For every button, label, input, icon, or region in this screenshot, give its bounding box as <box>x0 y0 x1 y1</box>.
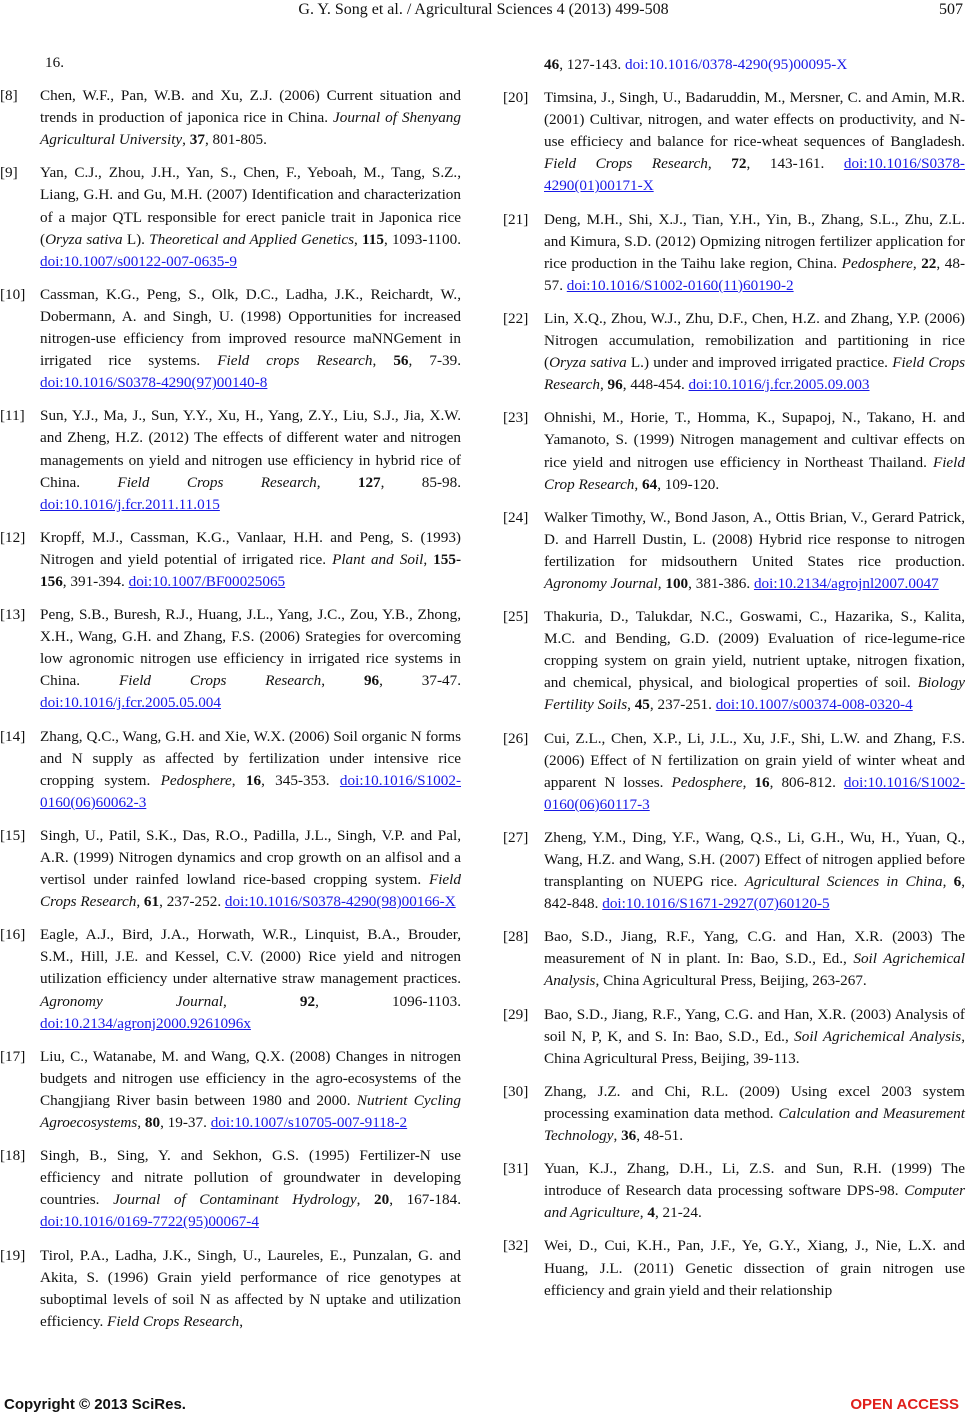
reference-text: , 37-47. <box>379 672 462 690</box>
doi-link[interactable]: doi:10.1016/S0378-4290(01)00171-X <box>544 155 965 195</box>
reference-body <box>544 1158 965 1224</box>
reference-number: [30] <box>503 1082 529 1100</box>
volume-number: 20 <box>374 1191 390 1209</box>
reference-number: [14] <box>0 727 26 745</box>
reference-text: Tirol, P.A., Ladha, J.K., Singh, U., Laureles, E., Punzalan, G. and Akita, S. (1996) Grain yield performance of rice genotypes at suboptimal levels of soil N as affected by N uptake and utilization efficiency. <box>40 1246 461 1330</box>
reference-text: Chen, W.F., Pan, W.B. and Xu, Z.J. (2006) Current situation and trends in production of japonica rice in China. <box>40 87 461 127</box>
journal-title: Field Crop Research <box>544 453 965 493</box>
reference-entry <box>503 827 965 915</box>
reference-text: , 806-812. <box>769 773 844 791</box>
reference-number: [11] <box>0 407 25 425</box>
reference-entry <box>503 1158 965 1224</box>
doi-link[interactable]: doi:10.1007/BF00025065 <box>128 572 286 590</box>
doi-link[interactable]: doi:10.1007/s00374-008-0320-4 <box>715 696 913 714</box>
reference-text: Zheng, Y.M., Ding, Y.F., Wang, Q.S., Li, G.H., Wu, H., Yuan, Q., Wang, H.Z. and Wang, S.H. (2007) Effect of nitrogen applied before transplanting on NUEPG rice. <box>544 828 965 891</box>
reference-entry <box>0 1245 461 1333</box>
running-header <box>0 0 967 20</box>
doi-link[interactable]: doi:10.2134/agronj2000.9261096x <box>40 1014 251 1032</box>
reference-text: , 345-353. <box>261 771 340 789</box>
right-column <box>503 54 965 1313</box>
doi-link[interactable]: doi:10.1016/S1002-0160(06)60117-3 <box>544 773 966 813</box>
reference-text: , <box>182 131 190 149</box>
journal-title: Biology Fertility Soils <box>544 674 965 714</box>
reference-text: Ohnishi, M., Horie, T., Homma, K., Supapoj, N., Takano, H. and Yamanoto, S. (1999) Nitrogen management and cultivar effects on rice yield and nitrogen use efficiency in Northeast Thailand. <box>544 409 965 471</box>
reference-body <box>40 527 461 593</box>
journal-title: Field Crops Research <box>117 473 317 491</box>
doi-link[interactable]: doi:10.1016/S0378-4290(98)00166-X <box>224 893 456 911</box>
reference-entry <box>0 527 462 593</box>
reference-text: Thakuria, D., Talukdar, N.C., Goswami, C., Hazarika, S., Kalita, M.C. and Bending, G.D. (2009) Evaluation of rice-legume-rice cropping system on grain yield, nutrient uptake, nitrogen fixation, and chemical, physical, and biological properties of soil. <box>544 608 965 692</box>
volume-number: 16 <box>245 771 262 789</box>
reference-text: Zhang, J.Z. and Chi, R.L. (2009) Using excel 2003 system processing examination data method. <box>544 1082 965 1122</box>
reference-body <box>40 1046 461 1134</box>
journal-title: Plant and Soil <box>332 550 424 568</box>
reference-text: Kropff, M.J., Cassman, K.G., Vanlaar, H.H. and Peng, S. (1993) Nitrogen and yield potential of irrigated rice. <box>40 528 461 568</box>
reference-entry <box>0 1145 461 1233</box>
reference-entry <box>503 308 965 396</box>
doi-link[interactable]: doi:10.1007/s00122-007-0635-9 <box>40 252 238 270</box>
volume-number: 37 <box>189 131 205 149</box>
reference-text: , <box>657 574 666 592</box>
reference-entry <box>0 162 462 272</box>
journal-title: Theoretical and Applied Genetics <box>149 230 355 248</box>
reference-entry <box>503 209 965 297</box>
reference-number: [23] <box>503 409 529 427</box>
reference-number: [27] <box>503 828 529 846</box>
reference-text: Sun, Y.J., Ma, J., Sun, Y.Y., Xu, H., Yang, Z.Y., Liu, S.J., Jia, X.W. and Zheng, H.Z. (2012) The effects of different water and nitrogen managements on yield and nitrogen use efficiency in hybrid rice of China. <box>40 407 461 491</box>
reference-text: Singh, U., Patil, S.K., Das, R.O., Padilla, J.L., Singh, V.P. and Pal, A.R. (1999) Nitrogen dynamics and crop growth on an alfisol and a vertisol under rainfed lowland rice-based cropping system. <box>40 826 461 889</box>
reference-number: [19] <box>0 1246 26 1264</box>
reference-text: , <box>354 230 363 248</box>
reference-number: [12] <box>0 528 26 546</box>
reference-body <box>544 1081 965 1147</box>
journal-title: Computer and Agriculture <box>544 1182 965 1222</box>
reference-text: Yuan, K.J., Zhang, D.H., Li, Z.S. and Sun, R.H. (1999) The introduce of Research data processing software DPS-98. <box>544 1160 965 1200</box>
volume-number: 100 <box>665 574 689 592</box>
reference-text: , <box>742 773 755 791</box>
reference-body <box>40 85 461 151</box>
reference-text: L.) under and improved irrigated practice. <box>626 354 893 372</box>
volume-number: 16 <box>754 773 770 791</box>
volume-number: 115 <box>362 230 384 248</box>
continuation-text <box>503 54 965 76</box>
volume-number: 4 <box>647 1204 655 1222</box>
reference-text: Lin, X.Q., Zhou, W.J., Zhu, D.F., Chen, H.Z. and Zhang, Y.P. (2006) Nitrogen accumulation, remobilization and partitioning in rice ( <box>544 309 965 372</box>
reference-number: [8] <box>0 87 18 105</box>
continuation-text: 16. <box>45 54 64 71</box>
doi-link[interactable]: doi:10.1007/s10705-007-9118-2 <box>210 1114 408 1132</box>
reference-text: , <box>423 550 434 568</box>
reference-body <box>544 308 965 396</box>
reference-text: Cassman, K.G., Peng, S., Olk, D.C., Ladha, J.K., Reichardt, W., Dobermann, A. and Singh, U. (1998) Opportunities for increased nitrogen-use efficiency from improved resource maNNGement in irrigated rice systems. <box>40 285 461 370</box>
reference-entry <box>503 1004 965 1070</box>
journal-title: Field Crops Research <box>107 1312 240 1330</box>
reference-text: , <box>707 155 732 173</box>
reference-number: [15] <box>0 826 26 844</box>
doi-link[interactable]: doi:10.2134/agrojnl2007.0047 <box>753 574 939 592</box>
reference-number: [32] <box>503 1237 529 1255</box>
doi-link[interactable]: doi:10.1016/0169-7722(95)00067-4 <box>40 1213 259 1231</box>
journal-title: Journal of Shenyang Agricultural University <box>40 109 461 149</box>
reference-text: Timsina, J., Singh, U., Badaruddin, M., Mersner, C. and Amin, M.R. (2001) Cultivar, nitrogen, and water effects on productivity, and N-use efficiecy and balance for rice-wheat sequences of Bangladesh. <box>544 89 965 151</box>
open-access-label: OPEN ACCESS <box>850 1396 959 1413</box>
page-number: 507 <box>939 1 963 18</box>
reference-text: Cui, Z.L., Chen, X.P., Li, J.L., Xu, J.F., Shi, L.W. and Zhang, F.S. (2006) Effect of N fertilization on grain yield of winter wheat and apparent N losses. <box>544 729 965 791</box>
volume-number: 92 <box>299 992 316 1010</box>
reference-text: , <box>231 771 246 789</box>
doi-link[interactable]: doi:10.1016/0378-4290(95)00095-X <box>625 56 848 73</box>
reference-text: L). <box>122 230 150 248</box>
reference-text: Eagle, A.J., Bird, J.A., Horwath, W.R., Linquist, B.A., Brouder, S.M., Hill, J.E. and Kessel, C.V. (2000) Rice yield and nitrogen utilization efficiency under alternative straw management practices. <box>40 926 461 988</box>
reference-text: , <box>599 376 608 394</box>
journal-title: Field Crops Research <box>544 155 708 173</box>
volume-number: 155-156 <box>40 550 462 590</box>
reference-number: [22] <box>503 309 529 327</box>
reference-entry <box>503 728 965 816</box>
journal-title: Soil Agrichemical Analysis <box>544 950 965 990</box>
reference-text: , <box>613 1127 622 1145</box>
doi-link[interactable]: doi:10.1016/j.fcr.2005.09.003 <box>688 376 870 394</box>
volume-number: 22 <box>921 254 937 272</box>
reference-number: [20] <box>503 89 529 107</box>
reference-text: , <box>356 1191 374 1209</box>
doi-link[interactable]: doi:10.1016/j.fcr.2011.11.015 <box>40 495 220 513</box>
reference-number: [28] <box>503 928 529 946</box>
reference-body <box>544 507 965 595</box>
reference-number: [21] <box>503 210 529 228</box>
reference-text: , <box>372 352 394 370</box>
reference-body <box>40 162 461 272</box>
reference-body <box>40 405 461 515</box>
reference-entry <box>503 507 965 595</box>
journal-title: Field crops Research <box>217 352 373 370</box>
volume-number: 127 <box>357 473 381 491</box>
reference-number: [25] <box>503 608 529 626</box>
reference-text: , 109-120. <box>657 475 720 493</box>
journal-title: Agricultural Sciences in China <box>744 873 943 891</box>
reference-number: [16] <box>0 926 26 944</box>
volume-number: 64 <box>642 475 658 493</box>
reference-text: , 21-24. <box>654 1204 702 1222</box>
reference-number: [26] <box>503 729 529 747</box>
journal-title: Journal of Contaminant Hydrology <box>113 1191 357 1209</box>
reference-text: , 842-848. <box>544 873 965 913</box>
reference-text: , China Agricultural Press, Beijing, 263-267. <box>595 972 867 990</box>
reference-entry <box>503 606 965 716</box>
running-title: G. Y. Song et al. / Agricultural Sciences 4 (2013) 499-508 <box>298 1 669 18</box>
reference-entry <box>503 1235 965 1301</box>
reference-text: , 127-143. <box>559 56 625 73</box>
volume-number: 61 <box>143 893 160 911</box>
volume-number: 46 <box>544 56 560 73</box>
copyright-notice: Copyright © 2013 SciRes. <box>4 1396 186 1413</box>
volume-number: 80 <box>144 1114 161 1132</box>
reference-text: , 167-184. <box>389 1191 461 1209</box>
doi-link[interactable]: doi:10.1016/j.fcr.2005.05.004 <box>40 694 221 712</box>
reference-text: Yan, C.J., Zhou, J.H., Yan, S., Chen, F., Yeboah, M., Tang, S.Z., Liang, G.H. and Gu, M.H. (2007) Identification and characterization of a major QTL responsible for erect panicle trait in Japonica rice ( <box>40 164 461 248</box>
reference-body <box>544 827 965 915</box>
reference-text: , <box>321 672 364 690</box>
reference-text: Walker Timothy, W., Bond Jason, A., Ottis Brian, V., Gerard Patrick, D. and Harrell Dustin, L. (2008) Hybrid rice response to nitrogen fertilization for midsouthern United States rice production. <box>544 508 965 570</box>
reference-body <box>40 284 461 394</box>
reference-body <box>544 926 965 992</box>
reference-entry <box>0 405 461 515</box>
reference-entry <box>0 284 461 394</box>
reference-entry <box>503 926 965 992</box>
reference-text: , 19-37. <box>160 1114 211 1132</box>
doi-link[interactable]: doi:10.1016/S1671-2927(07)60120-5 <box>602 895 830 913</box>
reference-entry <box>503 407 965 495</box>
reference-body <box>544 606 965 716</box>
reference-body <box>544 407 965 495</box>
reference-text: , <box>627 696 635 714</box>
reference-body <box>544 1004 965 1070</box>
reference-text: Wei, D., Cui, K.H., Pan, J.F., Ye, G.Y., Xiang, J., Nie, L.X. and Huang, J.L. (2011) Genetic dissection of grain nitrogen use efficiency and grain yield and their relationship <box>544 1237 965 1299</box>
journal-title: Oryza sativa <box>549 354 627 372</box>
reference-number: [31] <box>503 1160 529 1178</box>
reference-number: [17] <box>0 1047 26 1065</box>
reference-entry <box>0 726 462 814</box>
reference-text: Singh, B., Sing, Y. and Sekhon, G.S. (1995) Fertilizer-N use efficiency and nitrate pollution of groundwater in developing countries. <box>40 1147 461 1209</box>
doi-link[interactable]: doi:10.1016/S0378-4290(97)00140-8 <box>40 374 268 392</box>
journal-title: Pedosphere <box>160 771 232 789</box>
journal-title: Soil Agrichemical Analysis <box>794 1027 962 1045</box>
reference-text: , 1093-1100. <box>383 230 462 248</box>
reference-entry <box>0 85 461 151</box>
journal-title: Field Crops Research <box>40 871 461 911</box>
reference-number: [18] <box>0 1147 26 1165</box>
reference-number: [29] <box>503 1005 529 1023</box>
reference-body <box>40 1245 461 1333</box>
journal-title: Field Crops Research <box>544 354 966 394</box>
reference-body <box>544 87 965 197</box>
reference-text: , <box>634 475 642 493</box>
reference-text: Deng, M.H., Shi, X.J., Tian, Y.H., Yin, B., Zhang, S.L., Zhu, Z.L. and Kimura, S.D. (2012) Opmizing nitrogen fertilizer application for rice production in the Taihu lake region, China. <box>544 210 965 272</box>
reference-text: , 381-386. <box>688 574 754 592</box>
reference-text: , 7-39. <box>408 352 461 370</box>
reference-number: [13] <box>0 606 26 624</box>
reference-body <box>40 924 461 1034</box>
volume-number: 96 <box>607 376 623 394</box>
reference-text: Liu, C., Watanabe, M. and Wang, Q.X. (2008) Changes in nitrogen budgets and nitrogen use efficiency in the agro-ecosystems of the Changjiang River basin between 1980 and 2000. <box>40 1047 461 1109</box>
journal-title: Nutrient Cycling Agroecosystems <box>40 1091 461 1132</box>
page-footer <box>0 1396 967 1416</box>
doi-link[interactable]: doi:10.1016/S1002-0160(06)60062-3 <box>40 771 462 811</box>
journal-title: Agronomy Journal <box>544 574 658 592</box>
reference-entry <box>503 87 965 197</box>
reference-number: [24] <box>503 508 529 526</box>
reference-text: , 801-805. <box>204 131 267 149</box>
volume-number: 6 <box>953 873 962 891</box>
reference-entry <box>0 1046 461 1134</box>
reference-number: [10] <box>0 285 26 303</box>
volume-number: 96 <box>363 672 380 690</box>
reference-text: Peng, S.B., Buresh, R.J., Huang, J.L., Yang, J.C., Zou, Y.B., Zhong, X.H., Wang, G.H. and Zhang, F.S. (2006) Srategies for overcoming low agronomic nitrogen use efficiency in irrigated rice systems in China. <box>40 606 461 690</box>
reference-text: , 85-98. <box>380 473 461 491</box>
reference-text: , <box>912 254 922 272</box>
reference-text: , 237-251. <box>649 696 716 714</box>
reference-entry <box>0 604 462 714</box>
doi-link[interactable]: doi:10.1016/S1002-0160(11)60190-2 <box>566 276 794 294</box>
reference-text: Zhang, Q.C., Wang, G.H. and Xie, W.X. (2006) Soil organic N forms and N supply as affected by fertilization under intensive rice cropping system. <box>40 727 461 789</box>
reference-text: , <box>239 1312 244 1330</box>
reference-text: , <box>639 1204 648 1222</box>
reference-body <box>40 825 461 913</box>
reference-body <box>40 726 461 814</box>
journal-title: Field Crops Research <box>118 672 322 690</box>
volume-number: 45 <box>634 696 650 714</box>
reference-text: , <box>223 992 300 1010</box>
reference-text: , 1096-1103. <box>315 992 461 1010</box>
volume-number: 56 <box>393 352 409 370</box>
reference-text: , 237-252. <box>159 893 225 911</box>
reference-body <box>40 604 461 714</box>
reference-text: , 391-394. <box>62 572 129 590</box>
reference-body <box>544 728 965 816</box>
left-column <box>0 52 462 1344</box>
reference-text: , <box>136 893 144 911</box>
reference-text: Bao, S.D., Jiang, R.F., Yang, C.G. and Han, X.R. (2003) The measurement of N in plant. In: Bao, S.D., Ed., <box>544 928 965 968</box>
reference-entry <box>0 825 461 913</box>
reference-text: , <box>137 1114 145 1132</box>
reference-text: , 48-51. <box>636 1127 684 1145</box>
reference-body <box>544 1235 965 1301</box>
journal-title: Pedosphere <box>671 773 743 791</box>
reference-text: Bao, S.D., Jiang, R.F., Yang, C.G. and Han, X.R. (2003) Analysis of soil N, P, K, and S. In: Bao, S.D., Ed., <box>544 1005 965 1045</box>
reference-body <box>544 209 965 297</box>
reference-text: , China Agricultural Press, Beijing, 39-113. <box>544 1027 965 1067</box>
journal-title: Calculation and Measurement Technology <box>544 1104 965 1145</box>
reference-entry <box>0 924 461 1034</box>
reference-text: , 143-161. <box>746 155 844 173</box>
reference-text: , <box>942 873 954 891</box>
reference-number: [9] <box>0 164 18 182</box>
volume-number: 36 <box>621 1127 637 1145</box>
reference-text: , 48-57. <box>544 254 966 294</box>
reference-body <box>40 1145 461 1233</box>
reference-text: , 448-454. <box>622 376 689 394</box>
volume-number: 72 <box>731 155 747 173</box>
journal-title: Oryza sativa <box>45 230 123 248</box>
reference-text: , <box>316 473 358 491</box>
journal-title: Pedosphere <box>841 254 913 272</box>
journal-title: Agronomy Journal <box>40 992 224 1010</box>
reference-entry <box>503 1081 965 1147</box>
